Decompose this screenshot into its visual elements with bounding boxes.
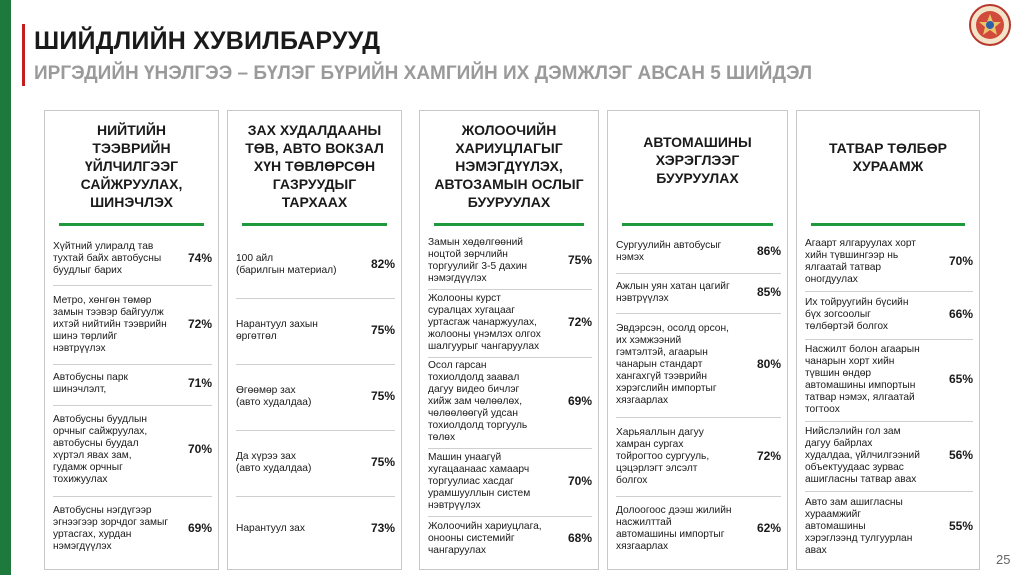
support-percentage: 85%: [756, 284, 781, 299]
column-divider: [59, 223, 204, 226]
solution-text-line: насжилттай: [616, 517, 672, 528]
solution-text: [236, 319, 353, 343]
support-percentage: 75%: [567, 252, 592, 267]
column-heading-line: ТАРХААХ: [281, 194, 348, 210]
support-percentage: 75%: [370, 323, 395, 337]
solution-text-line: хийж зам чөлөөлөх,: [428, 396, 523, 408]
solution-text-line: өргөтгөл: [236, 331, 277, 342]
solution-text-line: гудамж орчныг: [53, 462, 123, 474]
solution-item: [805, 421, 973, 493]
solution-text-line: Өгөөмөр зах: [236, 385, 296, 396]
column-heading: [608, 133, 787, 187]
solution-text-line: гэмтэлтэй, агаарын: [616, 347, 708, 359]
solution-text: [53, 295, 170, 355]
solution-text-line: хязгаарлах: [616, 541, 669, 552]
solution-text-line: (авто худалдаа): [236, 397, 312, 408]
solution-text-line: уртасгах, хурдан: [53, 529, 132, 540]
solution-column: [419, 110, 599, 570]
solution-text-line: эгнээгээр зорчдог замыг: [53, 517, 169, 528]
solution-text-line: төлөх: [428, 432, 456, 444]
solution-text-line: Их тойруугийн бүсийн: [805, 297, 909, 309]
solution-text-line: Автобусны буудлын: [53, 414, 147, 426]
solution-item: [616, 273, 781, 315]
solution-text-line: хамран сургах: [616, 438, 684, 450]
column-heading-line: ТӨВ, АВТО ВОКЗАЛ: [245, 140, 384, 156]
solution-item: [53, 364, 212, 406]
column-heading-line: ҮЙЛЧИЛГЭЭГ: [84, 158, 179, 174]
solution-text-line: дагуу байрлах: [805, 438, 873, 450]
column-heading-line: АВТОЗАМЫН ОСЛЫГ: [434, 176, 584, 192]
solution-text-line: (авто худалдаа): [236, 463, 312, 474]
solution-item: [805, 339, 973, 422]
solution-item: [428, 516, 592, 562]
solution-text: [616, 323, 739, 407]
solution-text-line: нэмэх: [616, 252, 645, 264]
solution-text-line: Метро, хөнгөн төмөр: [53, 294, 152, 306]
solution-text: [805, 238, 931, 286]
support-percentage: 74%: [187, 250, 212, 265]
solution-text-line: Нарантуул захын: [236, 319, 318, 330]
solution-text-line: Да хүрээ зах: [236, 451, 296, 462]
solution-text-line: объектуудаас зурвас: [805, 462, 904, 474]
solution-text-line: чанарын хорт хийн: [805, 355, 895, 367]
solution-text-line: Авто зам ашигласны: [805, 496, 903, 508]
solution-item: [805, 232, 973, 292]
solution-text-line: хязгаарлах: [616, 395, 669, 407]
solution-text-line: чөлөөлөөгүй удсан: [428, 408, 518, 420]
solution-text-line: тогтоох: [805, 403, 840, 415]
solution-item: [616, 496, 781, 562]
support-percentage: 56%: [948, 448, 973, 463]
state-emblem-icon: [968, 3, 1012, 47]
solution-item: [805, 291, 973, 340]
solution-item: [616, 232, 781, 274]
column-heading: [797, 139, 979, 175]
solution-item: [236, 232, 395, 299]
support-percentage: 72%: [187, 316, 212, 331]
column-divider: [811, 223, 965, 226]
solution-text: [616, 281, 739, 305]
support-percentage: 72%: [567, 315, 592, 330]
solution-text: [236, 385, 353, 409]
solution-text-line: замын тээвэр байгуулж: [53, 306, 164, 318]
support-percentage: 66%: [948, 307, 973, 322]
solution-text-line: авах: [805, 544, 827, 556]
solution-text-line: 100 айл: [236, 253, 274, 264]
solution-text-line: ноцтой зөрчлийн: [428, 248, 508, 260]
solution-column: [44, 110, 219, 570]
solution-text: [53, 414, 170, 486]
solution-text: [428, 521, 550, 557]
solution-text-line: оногдуулах: [805, 273, 858, 285]
solution-text-line: бүх зогсоолыг: [805, 309, 871, 321]
solution-text-line: чанарын стандарт: [616, 359, 703, 371]
support-percentage: 86%: [756, 244, 781, 259]
solution-text-line: дагуу видео бичлэг: [428, 384, 520, 396]
solution-text-line: жолооны үнэмлэх олгох: [428, 329, 541, 341]
page-title: ШИЙДЛИЙН ХУВИЛБАРУУД: [34, 27, 381, 55]
solution-text-line: хүртэл явах зам,: [53, 450, 132, 462]
solution-text-line: орчныг сайжруулах,: [53, 426, 148, 438]
solution-text-line: Хүйтний улиралд тав: [53, 240, 154, 252]
column-heading-line: ТАТВАР ТӨЛБӨР: [829, 140, 947, 156]
solution-text-line: төлбөртэй болгох: [805, 321, 888, 333]
solution-text-line: тохиолдолд торгууль: [428, 420, 528, 432]
solution-item: [53, 285, 212, 365]
solution-item: [428, 232, 592, 290]
column-divider: [434, 223, 584, 226]
solution-item: [236, 430, 395, 497]
solution-text: [53, 241, 170, 277]
support-percentage: 82%: [370, 257, 395, 271]
solution-text-line: автомашины: [805, 520, 866, 532]
solution-text: [428, 452, 550, 512]
solution-text-line: нэмэгдүүлэх: [428, 272, 487, 284]
column-heading-line: ГАЗРУУДЫГ: [272, 176, 357, 192]
left-accent-stripe: [0, 0, 11, 575]
solution-text-line: Осол гарсан: [428, 360, 487, 372]
solution-text-line: Сургуулийн автобусыг: [616, 240, 722, 252]
solution-text: [428, 360, 550, 444]
solution-item: [616, 417, 781, 497]
solution-text-line: уртасгаж чанаржуулах,: [428, 317, 537, 329]
column-heading-line: АВТОМАШИНЫ: [643, 134, 752, 150]
solution-text-line: Насжилт болон агаарын: [805, 343, 920, 355]
solution-text-line: урамшууллын систем: [428, 487, 531, 499]
column-heading-line: НИЙТИЙН: [96, 122, 167, 138]
solution-text-line: автобусны буудал: [53, 438, 139, 450]
solution-item: [428, 357, 592, 448]
solution-text-line: (барилгын материал): [236, 265, 337, 276]
column-heading-line: ЗАХ ХУДАЛДААНЫ: [247, 122, 382, 138]
support-percentage: 69%: [187, 521, 212, 535]
solution-text-line: Харьяаллын дагуу: [616, 426, 704, 438]
solution-text-line: Эвдэрсэн, осолд орсон,: [616, 323, 729, 335]
column-heading-line: САЙЖРУУЛАХ,: [80, 176, 183, 192]
solution-text: [53, 505, 170, 553]
solution-text-line: ашигласны татвар авах: [805, 474, 917, 486]
column-heading-line: ХАРИУЦЛАГЫГ: [455, 140, 563, 156]
solution-text: [236, 253, 353, 277]
support-percentage: 55%: [948, 518, 973, 533]
solution-text-line: тухтай байх автобусны: [53, 252, 162, 264]
solution-text-line: Долоогоос дээш жилийн: [616, 505, 732, 516]
solution-text-line: цэцэрлэгт элсэлт: [616, 462, 698, 474]
support-percentage: 69%: [567, 394, 592, 409]
solution-text-line: Жолооны курст: [428, 293, 501, 305]
solution-text-line: хэрэгслийн импортыг: [616, 383, 717, 395]
column-heading-line: ХҮН ТӨВЛӨРСӨН: [253, 158, 376, 174]
solution-text-line: Нарантуул зах: [236, 523, 305, 534]
solution-item: [53, 405, 212, 497]
solution-text: [805, 344, 931, 416]
solution-text-line: Автобусны нэгдүгээр: [53, 505, 152, 516]
column-heading-line: ТЭЭВРИЙН: [92, 140, 171, 156]
solution-text-line: ихтэй нийтийн тээврийн: [53, 318, 167, 330]
solution-text: [53, 372, 170, 396]
support-percentage: 68%: [567, 530, 592, 545]
solution-text: [236, 451, 353, 475]
solution-text-line: Ажлын уян хатан цагийг: [616, 280, 730, 292]
page-number: 25: [996, 552, 1011, 567]
solution-text-line: автомашины импортыг: [616, 529, 725, 540]
solution-text: [616, 240, 739, 264]
solution-text-line: түвшин өндөр: [805, 367, 872, 379]
page-subtitle: ИРГЭДИЙН ҮНЭЛГЭЭ – БҮЛЭГ БҮРИЙН ХАМГИЙН ИХ ДЭМЖЛЭГ АВСАН 5 ШИЙДЭЛ: [34, 63, 813, 84]
column-heading-line: БУУРУУЛАХ: [467, 194, 551, 210]
title-accent-bar: [22, 24, 25, 86]
solution-text-line: автомашины импортын: [805, 379, 916, 391]
solution-text-line: Агаарт ялгаруулах хорт: [805, 237, 916, 249]
solution-item: [616, 313, 781, 418]
solution-text: [428, 237, 550, 285]
solution-text: [616, 505, 739, 553]
solution-item: [428, 448, 592, 517]
column-heading-line: ЖОЛООЧИЙН: [461, 122, 557, 138]
solution-text-line: шинэчлэлт,: [53, 384, 107, 396]
solution-text: [428, 293, 550, 353]
support-percentage: 62%: [756, 521, 781, 535]
solution-text-line: шалгуурыг чангаруулах: [428, 341, 540, 353]
solution-text-line: нэвтрүүлэх: [53, 342, 106, 354]
solution-item: [53, 232, 212, 286]
solution-text-line: торгуулиас хасдаг: [428, 475, 514, 487]
solution-text-line: хангахгүй тээврийн: [616, 371, 708, 383]
solution-column: [227, 110, 402, 570]
support-percentage: 72%: [756, 448, 781, 463]
solution-text-line: тохижуулах: [53, 474, 108, 486]
solution-text-line: буудлыг барих: [53, 264, 122, 276]
solution-text-line: хугацаанаас хамаарч: [428, 463, 530, 475]
solution-text-line: Замын хөдөлгөөний: [428, 236, 523, 248]
solution-item: [236, 364, 395, 431]
column-heading: [228, 121, 401, 211]
solution-text-line: болгох: [616, 474, 648, 486]
solution-text-line: хураамжийг: [805, 508, 861, 520]
solution-text-line: хийн түвшингээр нь: [805, 249, 899, 261]
solution-text-line: нэвтрүүлэх: [616, 292, 669, 304]
solution-text-line: торгуулийг 3-5 дахин: [428, 260, 528, 272]
solution-text-line: их хэмжээний: [616, 335, 682, 347]
support-percentage: 70%: [948, 253, 973, 268]
solution-text-line: суралцах хугацааг: [428, 305, 516, 317]
column-divider: [242, 223, 387, 226]
solution-text-line: чангаруулах: [428, 544, 486, 556]
solution-item: [53, 496, 212, 562]
solution-text: [616, 427, 739, 487]
solution-text-line: шинэ төрлийг: [53, 330, 118, 342]
solution-item: [805, 491, 973, 562]
column-heading-line: ХЭРЭГЛЭЭГ: [655, 152, 740, 168]
solution-text: [805, 297, 931, 333]
column-heading-line: БУУРУУЛАХ: [656, 170, 739, 186]
solution-text-line: татвар нэмэх, ялгаатай: [805, 391, 915, 403]
support-percentage: 73%: [370, 521, 395, 535]
column-heading-line: НЭМЭГДҮҮЛЭХ,: [455, 158, 563, 174]
solution-text-line: ялгаатай татвар: [805, 261, 882, 273]
column-heading: [420, 121, 598, 211]
solution-column: [796, 110, 980, 570]
column-divider: [622, 223, 773, 226]
solution-text-line: Машин унаагүй: [428, 451, 502, 463]
solution-item: [236, 496, 395, 562]
solution-text-line: худалдаа, үйлчилгээний: [805, 450, 920, 462]
solution-text-line: тохиолдолд заавал: [428, 372, 520, 384]
support-percentage: 65%: [948, 371, 973, 386]
solution-text-line: онооны системийг: [428, 532, 515, 544]
solution-text: [236, 523, 353, 535]
solution-item: [236, 298, 395, 365]
solution-text-line: Нийслэлийн гол зам: [805, 426, 901, 438]
column-heading: [45, 121, 218, 211]
solution-text-line: Жолоочийн хариуцлага,: [428, 520, 542, 532]
support-percentage: 75%: [370, 389, 395, 403]
solution-text-line: нэмэгдүүлэх: [53, 541, 112, 552]
solution-text-line: Автобусны парк: [53, 372, 128, 384]
support-percentage: 71%: [187, 376, 212, 391]
solution-text-line: нэвтрүүлэх: [428, 499, 481, 511]
solution-text: [805, 497, 931, 557]
solution-text-line: хэрэглээнд тулгуурлан: [805, 532, 913, 544]
support-percentage: 70%: [567, 473, 592, 488]
solution-item: [428, 289, 592, 358]
support-percentage: 75%: [370, 455, 395, 469]
solution-column: [607, 110, 788, 570]
column-heading-line: ШИНЭЧЛЭХ: [90, 194, 173, 210]
support-percentage: 80%: [756, 357, 781, 372]
support-percentage: 70%: [187, 442, 212, 457]
solution-text: [805, 426, 931, 486]
column-heading-line: ХУРААМЖ: [852, 158, 924, 174]
solution-text-line: тойрогтоо сургууль,: [616, 450, 710, 462]
